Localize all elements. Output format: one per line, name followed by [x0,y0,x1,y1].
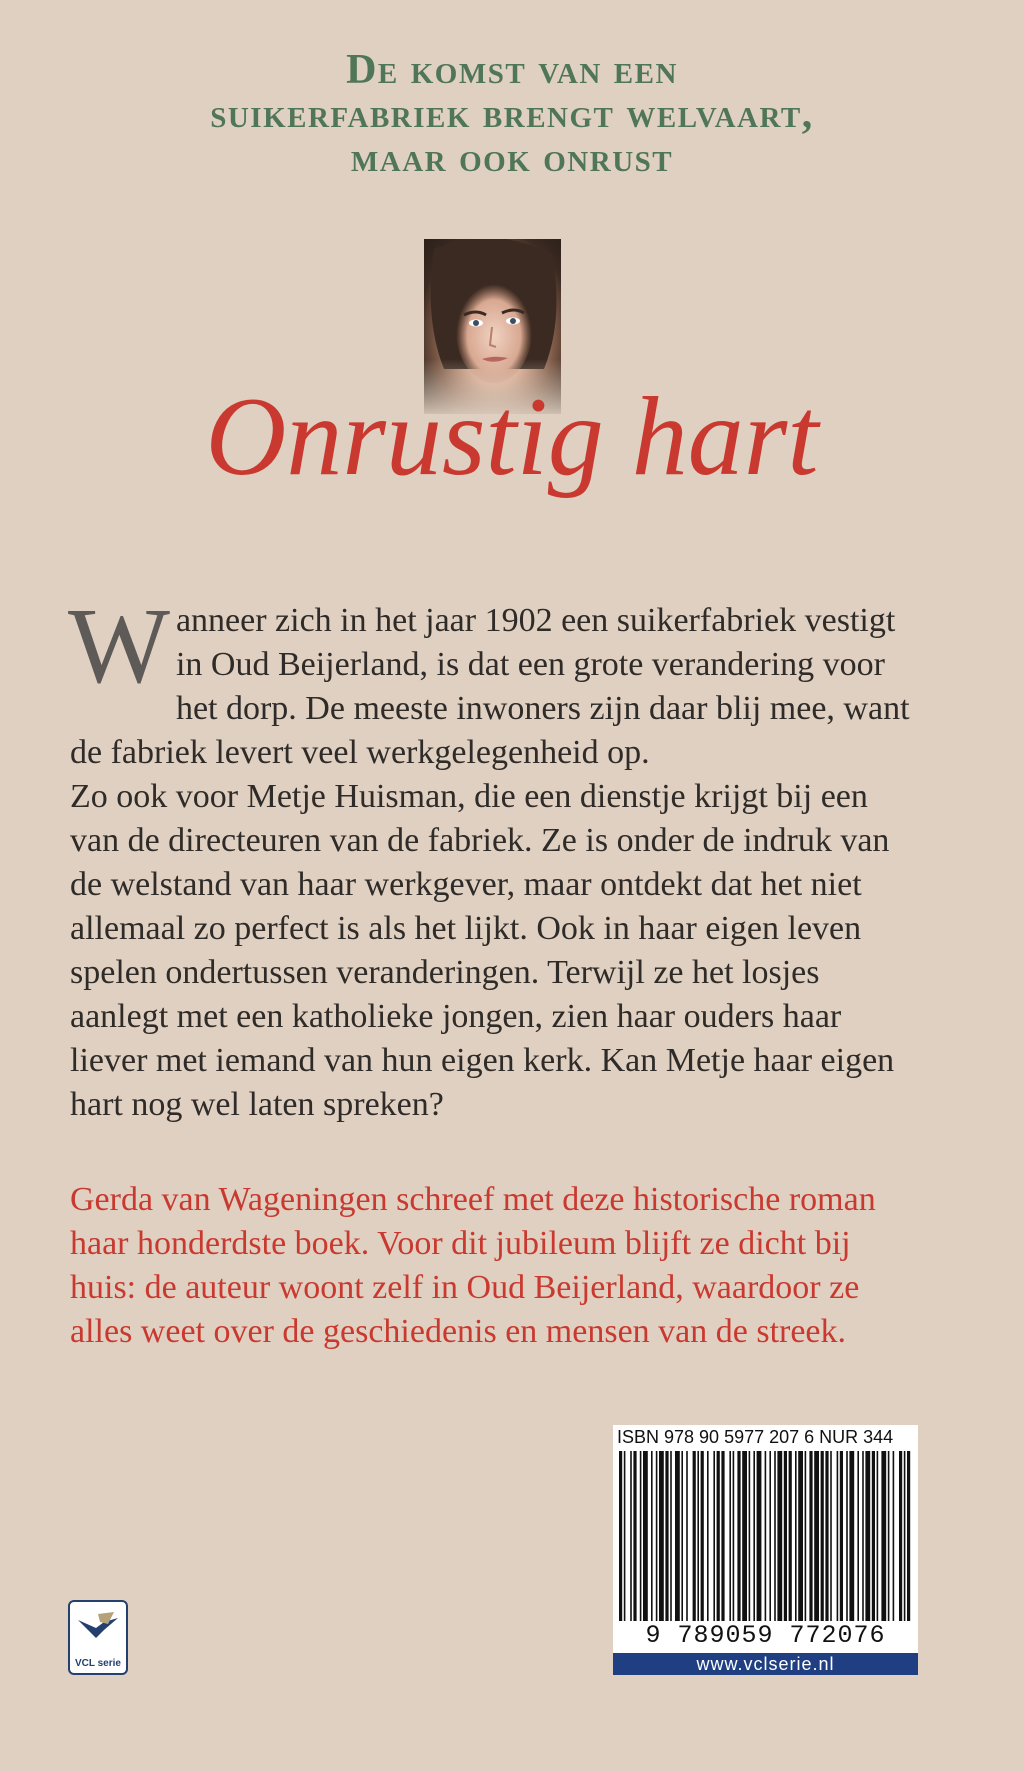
tagline [0,48,1024,180]
barcode-bar [904,1451,906,1621]
barcode-bar [872,1451,875,1621]
barcode-bar [681,1451,683,1621]
barcode-bar [630,1451,632,1621]
barcode-bar [769,1451,771,1621]
barcode-bar [899,1451,902,1621]
barcode-bar [907,1451,910,1621]
barcode-bar [675,1451,680,1621]
barcode-bar [686,1451,688,1621]
barcode-bar [737,1451,740,1621]
barcode-bar [651,1451,653,1621]
website-url: www.vclserie.nl [613,1653,918,1675]
logo-label: VCL serie [75,1658,121,1669]
barcode-bar [830,1451,832,1621]
barcode-bar [784,1451,787,1621]
barcode-bar [865,1451,870,1621]
barcode-bar [821,1451,824,1621]
barcode-bar [701,1451,704,1621]
barcode-block [613,1425,918,1675]
barcode-bar [765,1451,767,1621]
synopsis [68,587,920,1127]
barcode-bar [713,1451,715,1621]
tagline-line-2: suikerfabriek brengt welvaart, [210,91,814,137]
tagline-line-3: maar ook onrust [350,135,674,181]
synopsis-paragraph-1: anneer zich in het jaar 1902 een suikerfabriek vestigt in Oud Beijerland, is dat een grote verandering voor het dorp. De meeste inwoners zijn daar blij mee, want de fabriek levert veel werkgelegenheid op. [70,602,910,771]
vcl-serie-logo [68,1600,128,1675]
isbn-text: ISBN 978 90 5977 207 6 NUR 344 [617,1427,894,1447]
barcode-bar [795,1451,797,1621]
barcode-bar [753,1451,755,1621]
barcode-bar [670,1451,672,1621]
barcode-bar [877,1451,879,1621]
barcode-digits: 9 789059 772076 [645,1621,886,1650]
barcode-bar [809,1451,812,1621]
barcode-bar [749,1451,751,1621]
barcode-bar [757,1451,762,1621]
barcode-bar [693,1451,696,1621]
book-title: Onrustig hart [205,375,819,499]
barcode-bar [697,1451,699,1621]
barcode-bar [640,1451,642,1621]
author-note: Gerda van Wageningen schreef met deze historische roman haar honderdste boek. Voor dit jubileum blijft ze dicht bij huis: de auteur woont zelf in Oud Beijerland, waardoor ze alles weet over de geschiedenis en mensen van de streek. [70,1181,876,1350]
barcode-bar [742,1451,747,1621]
barcode-bar [840,1451,843,1621]
barcode-bar [624,1451,626,1621]
barcode-bar [862,1451,864,1621]
drop-cap: W [68,587,170,706]
synopsis-paragraph-2: Zo ook voor Metje Huisman, die een dienstje krijgt bij een van de directeuren van de fabriek. Ze is onder de indruk van de welstand van haar werkgever, maar ontdekt dat het niet allemaal zo perfect is als het lijkt. Ook in haar eigen leven spelen ondertussen veranderingen. Terwijl ze het losjes aanlegt met een katholieke jongen, zien haar ouders haar liever met iemand van hun eigen kerk. Kan Metje haar eigen hart nog wel laten spreken? [70,778,895,1123]
barcode-bar [619,1451,622,1621]
barcode-bar [665,1451,668,1621]
barcode-bar [729,1451,731,1621]
barcode-bar [656,1451,658,1621]
barcode-bar [733,1451,735,1621]
barcode-bar [789,1451,792,1621]
barcode-bar [825,1451,828,1621]
barcode-bar [805,1451,807,1621]
barcode-bar [717,1451,720,1621]
barcode-bar [814,1451,819,1621]
barcode-bar [888,1451,890,1621]
barcode-bar [857,1451,859,1621]
barcode-bar [837,1451,839,1621]
barcode-bar [774,1451,776,1621]
vcl-logo-icon [74,1608,122,1648]
barcode-bar [721,1451,724,1621]
tagline-line-1: De komst van een [346,47,678,93]
barcode-bar [633,1451,636,1621]
barcode-bar [643,1451,648,1621]
barcode-bar [707,1451,709,1621]
barcode-bar [777,1451,782,1621]
barcode-bar [798,1451,803,1621]
barcode-bar [846,1451,848,1621]
barcode-bars [619,1451,912,1621]
barcode-bar [659,1451,664,1621]
barcode-bar [893,1451,895,1621]
barcode-bar [881,1451,886,1621]
barcode-bar [849,1451,854,1621]
